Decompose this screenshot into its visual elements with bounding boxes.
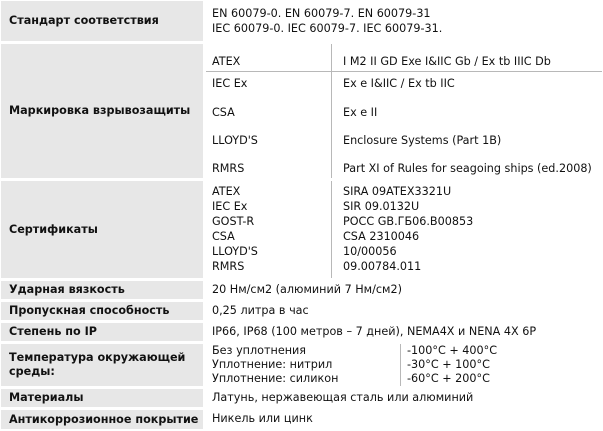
- marking-key-iecex: IEC Ex: [212, 77, 248, 90]
- standard-label: [1, 1, 203, 41]
- standard-line-2: IEC 60079-0. IEC 60079-7. IEC 60079-31.: [212, 22, 443, 35]
- marking-column-divider: [331, 44, 332, 178]
- certificate-value-iecex: SIR 09.0132U: [343, 200, 420, 213]
- throughput-value-text: 0,25 литра в час: [212, 304, 309, 317]
- marking-key-csa: CSA: [212, 106, 235, 119]
- temperature-column-divider: [400, 344, 401, 386]
- standard-value: [206, 1, 602, 41]
- certificate-value-gostr: POCC GB.ГБ06.B00853: [343, 215, 474, 228]
- temperature-value-no-seal: -100°C + 400°C: [407, 344, 498, 357]
- impact-label: [1, 281, 203, 299]
- certificate-value-atex: SIRA 09ATEX3321U: [343, 185, 452, 198]
- certificate-value-csa: CSA 2310046: [343, 230, 420, 243]
- temperature-value-nitrile: -30°C + 100°C: [407, 358, 490, 371]
- certificate-value-lloyds: 10/00056: [343, 245, 397, 258]
- certificate-key-atex: ATEX: [212, 185, 241, 198]
- marking-value-lloyds: Enclosure Systems (Part 1B): [343, 134, 502, 147]
- anticorrosion-value: [206, 410, 602, 429]
- certificate-key-rmrs: RMRS: [212, 260, 245, 273]
- ip-label: [1, 323, 203, 341]
- temperature-label-text: Температура окружающей среды:: [9, 351, 186, 378]
- throughput-value: [206, 302, 602, 320]
- standard-label-text: Стандарт соответствия: [9, 14, 159, 27]
- throughput-label-text: Пропускная способность: [9, 304, 170, 317]
- impact-label-text: Ударная вязкость: [9, 283, 125, 296]
- certificates-label-text: Сертификаты: [9, 222, 98, 236]
- ip-value-text: IP66, IP68 (100 метров – 7 дней), NEMA4X и NENA 4X 6P: [212, 325, 537, 338]
- marking-value-csa: Ex e II: [343, 106, 378, 119]
- temperature-key-silicone: Уплотнение: силикон: [212, 372, 339, 385]
- anticorrosion-value-text: Никель или цинк: [212, 412, 313, 425]
- marking-key-lloyds: LLOYD'S: [212, 134, 258, 147]
- standard-line-1: EN 60079-0. EN 60079-7. EN 60079-31: [212, 7, 431, 20]
- certificate-key-iecex: IEC Ex: [212, 200, 248, 213]
- temperature-label: [1, 344, 203, 386]
- certificates-column-divider: [331, 181, 332, 278]
- marking-key-atex: ATEX: [212, 55, 241, 68]
- anticorrosion-label-text: Антикоррозионное покрытие: [9, 412, 199, 426]
- marking-label-text: Маркировка взрывозащиты: [9, 104, 191, 117]
- materials-value-text: Латунь, нержавеющая сталь или алюминий: [212, 391, 474, 404]
- marking-key-rmrs: RMRS: [212, 162, 245, 175]
- marking-label: [1, 44, 203, 178]
- materials-value: [206, 389, 602, 407]
- materials-label: [1, 389, 203, 407]
- temperature-value: [206, 344, 602, 386]
- temperature-key-nitrile: Уплотнение: нитрил: [212, 358, 333, 371]
- marking-value-rmrs: Part XI of Rules for seagoing ships (ed.2008): [343, 162, 592, 175]
- impact-value-text: 20 Нм/см2 (алюминий 7 Нм/см2): [212, 283, 402, 296]
- marking-value-atex: I M2 II GD Exe I&IIC Gb / Ex tb IIIC Db: [343, 55, 551, 68]
- temperature-value-silicone: -60°C + 200°C: [407, 372, 490, 385]
- marking-value: [206, 44, 602, 178]
- certificates-value: [206, 181, 602, 278]
- ip-label-text: Степень по IP: [9, 325, 97, 338]
- temperature-key-no-seal: Без уплотнения: [212, 344, 307, 357]
- certificate-key-lloyds: LLOYD'S: [212, 245, 258, 258]
- marking-value-iecex: Ex e I&IIC / Ex tb IIC: [343, 77, 455, 90]
- throughput-label: [1, 302, 203, 320]
- certificates-label: [1, 181, 203, 278]
- impact-value: [206, 281, 602, 299]
- certificate-key-gostr: GOST-R: [212, 215, 255, 228]
- anticorrosion-label: [1, 410, 203, 429]
- marking-row-divider: [206, 71, 602, 72]
- certificate-key-csa: CSA: [212, 230, 235, 243]
- certificate-value-rmrs: 09.00784.011: [343, 260, 422, 273]
- materials-label-text: Материалы: [9, 391, 84, 404]
- ip-value: [206, 323, 602, 341]
